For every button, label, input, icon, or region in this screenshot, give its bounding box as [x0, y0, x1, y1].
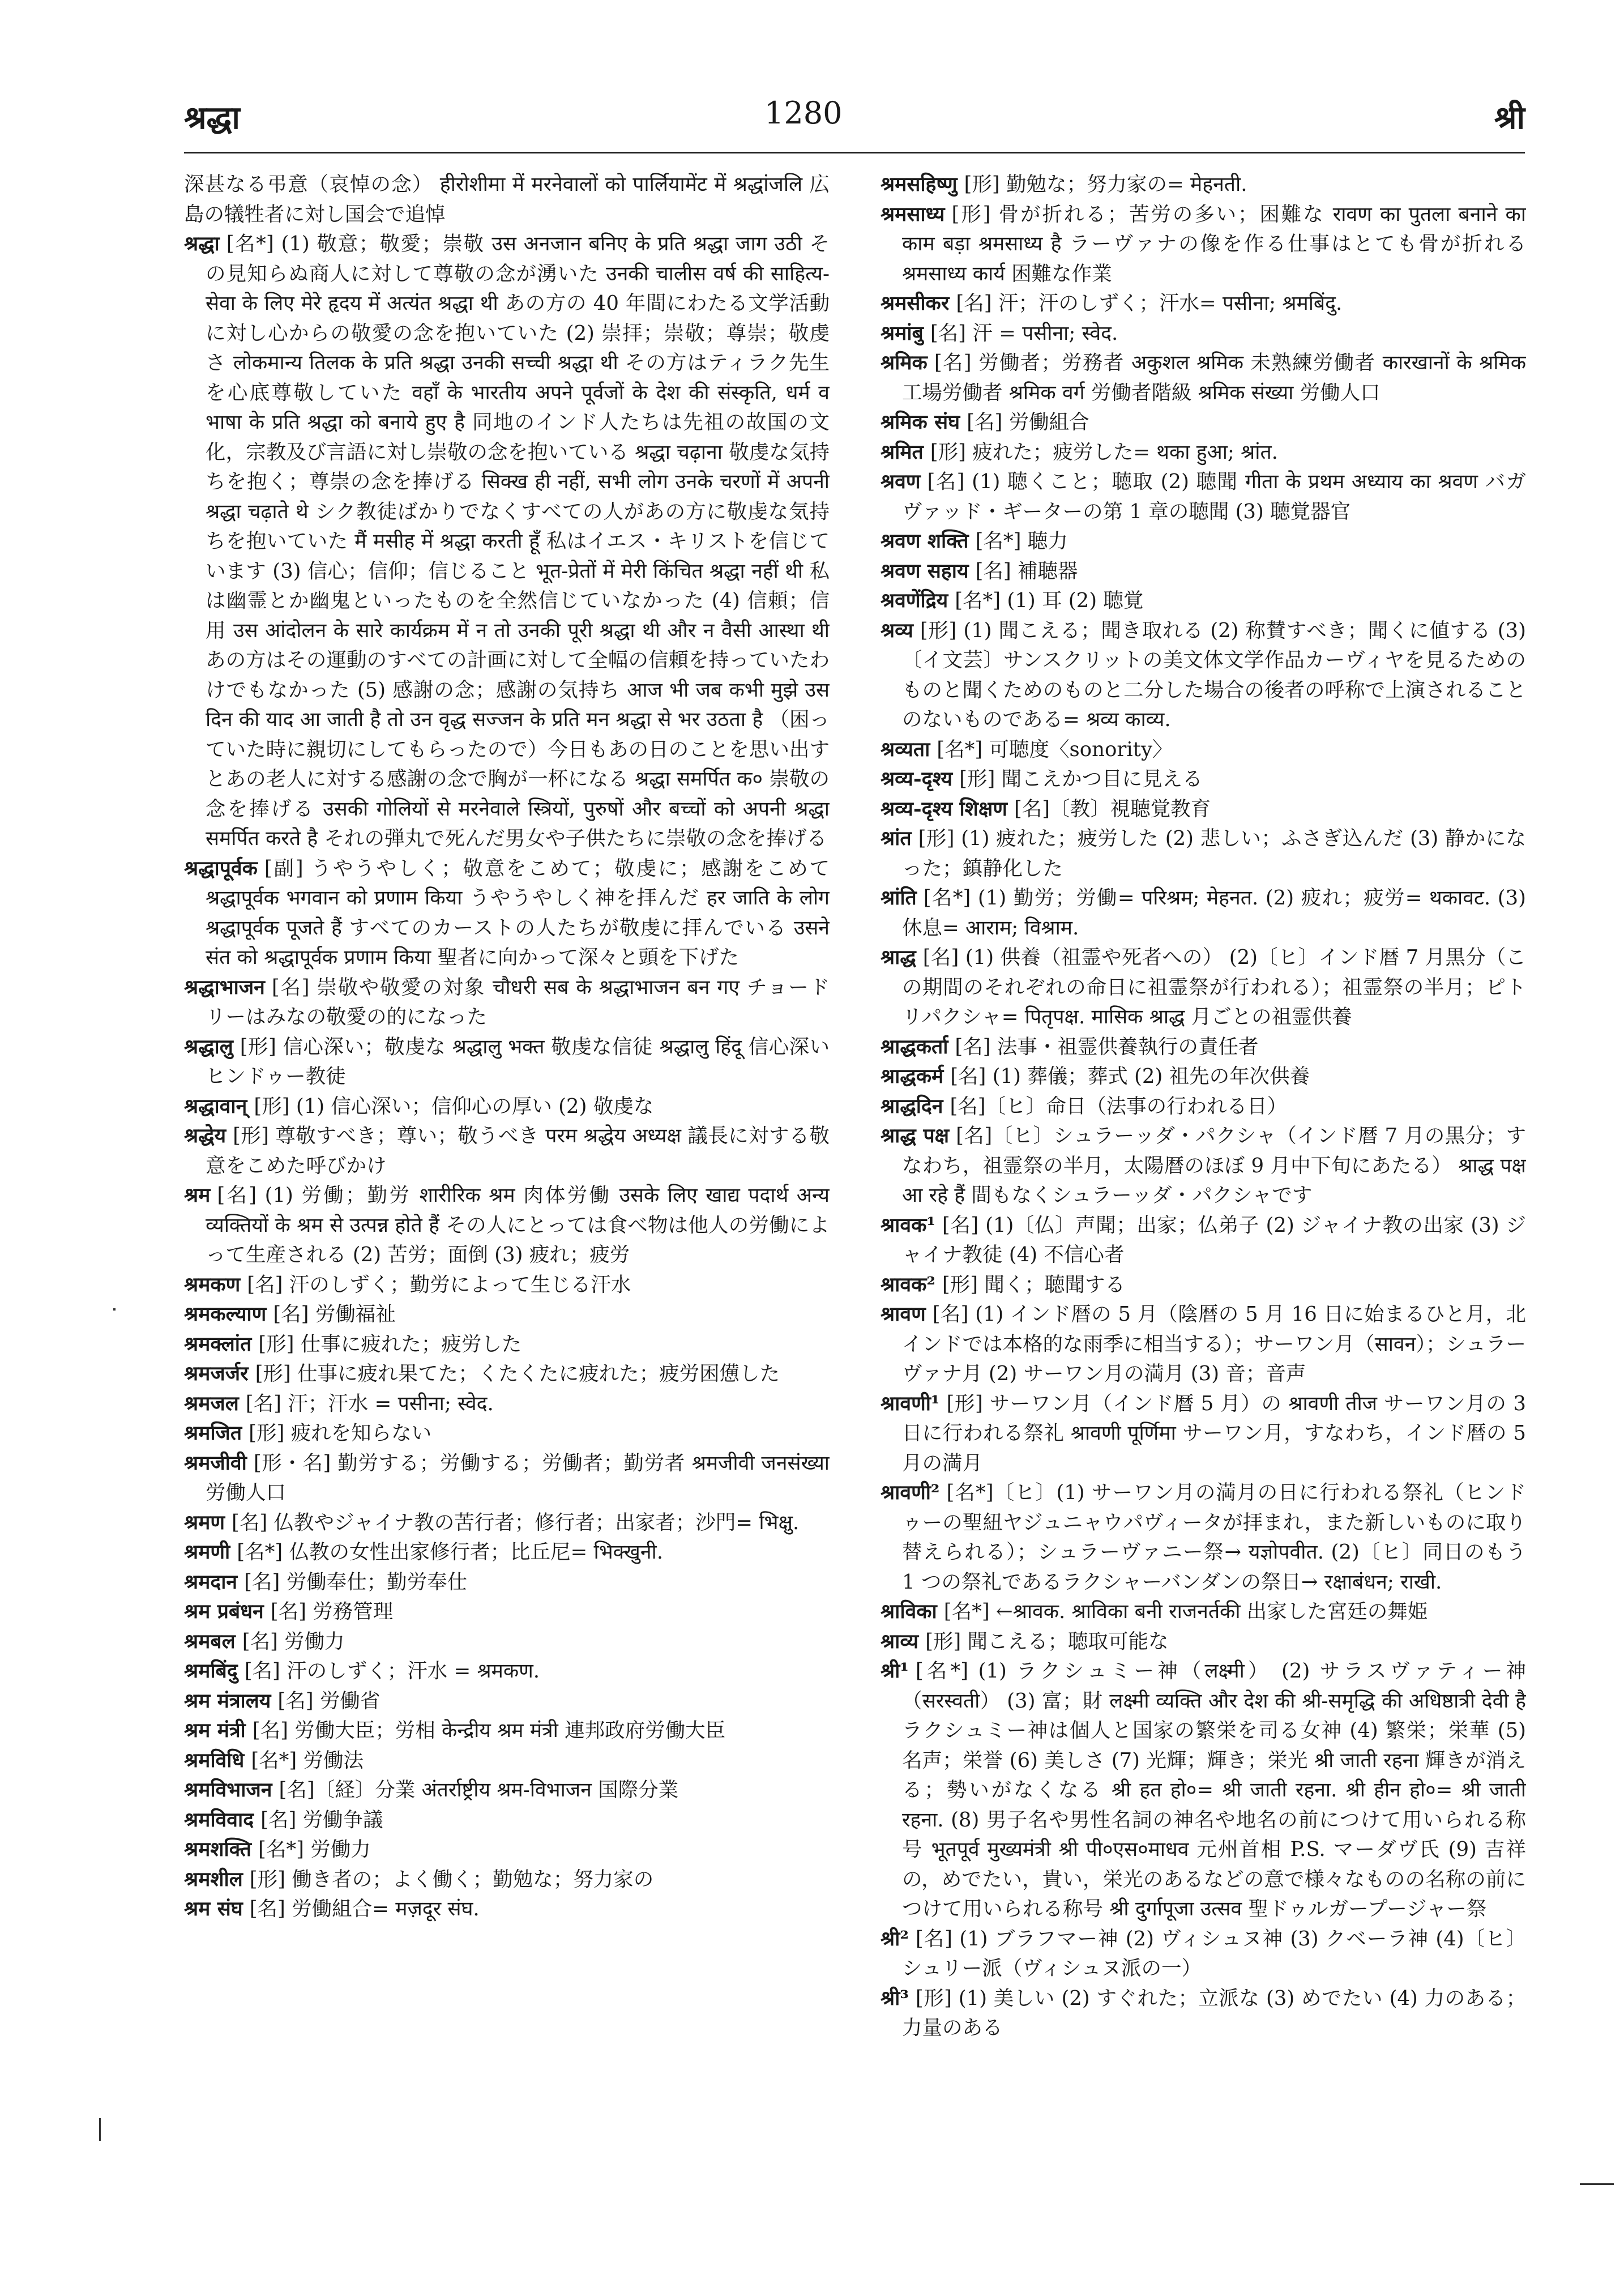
entry-headword: श्रवण — [881, 470, 921, 493]
entry-definition: [名*] 可聴度〈sonority〉 — [937, 737, 1173, 761]
entry-headword: श्रमजर्जर — [184, 1362, 249, 1385]
entry-headword: श्रमजल — [184, 1392, 239, 1415]
dictionary-entry — [184, 1032, 830, 1092]
entry-headword: श्रव्य-दृश्य — [881, 767, 953, 791]
entry-definition: [名] 汗；汗水 = पसीना; स्वेद. — [245, 1392, 494, 1415]
entry-definition: [名*] 労働力 — [258, 1838, 371, 1861]
entry-definition: [名] (1) インド暦の 5 月（陰暦の 5 月 16 日に始まるひと月，北インドでは本格的な雨季に相当する）；サーワン月（सावन）；シュラーヴァナ月 (2) サーワン月の満月 (3) 音；音声 — [902, 1303, 1526, 1385]
entry-definition: [名*] 労働法 — [251, 1748, 364, 1772]
right-column — [881, 170, 1526, 2203]
dictionary-entry — [881, 883, 1526, 943]
entry-headword: श्राद्धकर्ता — [881, 1035, 948, 1058]
dictionary-entry — [881, 1984, 1526, 2043]
dictionary-entry — [881, 1121, 1526, 1211]
dictionary-entry — [881, 289, 1526, 319]
entry-definition: [形] 働き者の；よく働く；勤勉な；努力家の — [249, 1867, 654, 1891]
dictionary-entry — [184, 1657, 830, 1687]
dictionary-entry — [184, 1894, 830, 1924]
entry-headword: श्रावक¹ — [881, 1213, 935, 1237]
dictionary-entry — [184, 973, 830, 1032]
entry-definition: [形] 信心深い；敬虔な श्रद्धालु भक्त 敬虔な信徒 श्रद्धालु हिंदू 信心深いヒンドゥー教徒 — [206, 1035, 830, 1088]
entry-headword: श्रमजित — [184, 1422, 242, 1445]
dictionary-entry — [184, 229, 830, 854]
entry-headword: श्रमबिंदु — [184, 1659, 238, 1683]
entry-definition: [形] 勤勉な；努力家の= मेहनती. — [964, 173, 1247, 196]
dictionary-entry — [881, 765, 1526, 795]
entry-headword: श्राद्ध पक्ष — [881, 1124, 950, 1147]
dictionary-entry — [881, 1657, 1526, 1924]
dictionary-entry — [881, 735, 1526, 765]
entry-definition: [名] 法事・祖霊供養執行の責任者 — [955, 1035, 1259, 1058]
entry-headword: श्रव्य — [881, 618, 913, 642]
entry-headword: श्रव्य-दृश्य शिक्षण — [881, 797, 1007, 821]
entry-headword: श्रमिक — [881, 351, 928, 374]
page-header — [0, 0, 1624, 170]
entry-headword: श्री³ — [881, 1986, 909, 2010]
dictionary-entry — [881, 1211, 1526, 1270]
entry-definition: [名]〔教〕視聴覚教育 — [1014, 797, 1211, 821]
entry-definition: [名] 崇敬や敬愛の対象 चौधरी सब के श्रद्धाभाजन बन गए チョードリーはみなの敬愛の的になった — [206, 975, 830, 1028]
entry-headword: श्रमशील — [184, 1867, 243, 1891]
entry-definition: [形] 尊敬すべき；尊い；敬うべき परम श्रद्धेय अध्यक्ष 議長に対する敬意をこめた呼びかけ — [206, 1124, 830, 1177]
entry-definition: [名*] (1) ラクシュミー神（लक्ष्मी） (2) サラスヴァティー神（सरस्वती） (3) 富；財 लक्ष्मी व्यक्ति और देश की श्री-समृद्धि की अधिष्ठात्री देवी है ラクシュミー神は個人と国家の繁栄を司る女神 (4) 繁栄；栄華 (5) 名声；栄誉 (6) 美しさ (7) 光輝；輝き；栄光 श्री जाती रहना 輝きが消える；勢いがなくなる श्री हत हो०= श्री जाती रहना. श्री हीन हो०= श्री जाती रहना. (8) 男子名や男性名詞の神名や地名の前につけて用いられる称号 भूतपूर्व मुख्यमंत्री श्री पी०एस०माधव 元州首相 P.S. マーダヴ氏 (9) 吉祥の，めでたい，貴い，栄光のあるなどの意で様々なものの名称の前につけて用いられる称号 श्री दुर्गापूजा उत्सव 聖ドゥルガープージャー祭 — [902, 1659, 1526, 1920]
entry-definition: [形] 聞こえかつ目に見える — [959, 767, 1203, 791]
entry-headword: श्रमविधि — [184, 1748, 245, 1772]
dictionary-entry — [881, 438, 1526, 468]
dictionary-entry — [881, 586, 1526, 616]
dictionary-entry — [881, 795, 1526, 825]
entry-definition: [名*] 聴力 — [975, 530, 1068, 553]
entry-definition: [名] 労働奉仕；勤労奉仕 — [244, 1570, 468, 1594]
entry-definition: [形] 骨が折れる；苦労の多い；困難な रावण का पुतला बनाने का काम बड़ा श्रमसाध्य है ラーヴァナの像を作る仕事はとても骨が折れる श्रमसाध्य कार्य 困難な作業 — [902, 202, 1526, 285]
dictionary-entry — [184, 1687, 830, 1717]
entry-headword: श्राव्य — [881, 1629, 919, 1653]
entry-headword: श्रावण — [881, 1303, 926, 1326]
dictionary-entry — [881, 1627, 1526, 1657]
entry-headword: श्रमसाध्य — [881, 202, 945, 226]
entry-definition: [形] サーワン月（インド暦 5 月）の श्रावणी तीज サーワン月の 3 日に行われる祭礼 श्रावणी पूर्णिमा サーワン月，すなわち，インド暦の 5 月の満月 — [902, 1392, 1526, 1475]
dictionary-entry — [184, 1716, 830, 1746]
entry-headword: श्रमशक्ति — [184, 1838, 251, 1861]
entry-headword: श्रमदान — [184, 1570, 238, 1594]
entry-headword: श्रद्धालु — [184, 1035, 233, 1058]
entry-definition: [名] (1) ブラフマー神 (2) ヴィシュヌ神 (3) クベーラ神 (4)〔ヒ〕シュリー派（ヴィシュヌ派の一） — [902, 1927, 1526, 1980]
dictionary-entry — [184, 1568, 830, 1598]
entry-headword: श्रद्धाभाजन — [184, 975, 265, 999]
entry-definition: 深甚なる弔意（哀悼の念） हीरोशीमा में मरनेवालों को पार्लियामेंट में श्रद्धांजलि 広島の犠牲者に対し国会で追悼 — [184, 173, 830, 226]
entry-headword: श्रमजीवी — [184, 1451, 247, 1475]
entry-definition: [名] 労働福祉 — [273, 1303, 396, 1326]
entry-definition: [名] 仏教やジャイナ教の苦行者；修行者；出家者；沙門= भिक्षु. — [232, 1510, 800, 1534]
entry-definition: [名] (1) 労働；勤労 शारीरिक श्रम 肉体労働 उसके लिए खाद्य पदार्थ अन्य व्यक्तियों के श्रम से उत्पन्न होते हैं その人にとっては食べ物は他人の労働によって生産される (2) 苦労；面倒 (3) 疲れ；疲労 — [206, 1184, 830, 1266]
scan-mark — [113, 1308, 116, 1311]
dictionary-entry — [184, 1121, 830, 1181]
entry-headword: श्रवणेंद्रिय — [881, 589, 948, 612]
left-column — [184, 170, 830, 2203]
entry-headword: श्रावक² — [881, 1273, 935, 1296]
entry-headword: श्रांति — [881, 886, 917, 910]
dictionary-entry — [184, 1419, 830, 1449]
entry-definition: [名*]〔ヒ〕(1) サーワン月の満月の日に行われる祭礼（ヒンドゥーの聖紐ヤジュニャウパヴィータが拝まれ，また新しいものに取り替えられる）；シュラーヴァニー祭→ यज्ञोपवीत. (2)〔ヒ〕同日のもう 1 つの祭礼であるラクシャーバンダンの祭日→ रक्षाबंधन; राखी. — [902, 1481, 1526, 1594]
dictionary-entry — [184, 1389, 830, 1419]
dictionary-entry — [881, 1597, 1526, 1627]
scan-mark — [1580, 2183, 1614, 2185]
entry-headword: श्रद्धावान् — [184, 1094, 247, 1118]
dictionary-entry — [184, 1181, 830, 1270]
entry-definition: [形] 疲れを知らない — [249, 1422, 432, 1445]
entry-headword: श्रम प्रबंधन — [184, 1600, 264, 1623]
entry-headword: श्रवण सहाय — [881, 559, 969, 583]
entry-definition: [名*] ←श्रावक. श्राविका बनी राजनर्तकी 出家した宮廷の舞姫 — [943, 1600, 1428, 1623]
entry-headword: श्रांत — [881, 827, 912, 850]
entry-headword: श्रमण — [184, 1510, 225, 1534]
entry-headword: श्रमसीकर — [881, 292, 950, 315]
dictionary-entry — [184, 1300, 830, 1330]
entry-definition: [形] (1) 聞こえる；聞き取れる (2) 称賛すべき；聞くに値する (3)〔イ文芸〕サンスクリットの美文体文学作品カーヴィヤを見るためのものと聞くためのものと二分した場合の後者の呼称で上演されることのないものである= श्रव्य काव्य. — [902, 618, 1526, 731]
entry-headword: श्री¹ — [881, 1659, 909, 1683]
entry-headword: श्रमक्लांत — [184, 1332, 252, 1356]
dictionary-entry — [184, 1508, 830, 1538]
entry-definition: [名] (1) 供養（祖霊や死者への） (2)〔ヒ〕インド暦 7 月黒分（この期間のそれぞれの命日に祖霊祭が行われる）；祖霊祭の半月；ピトリパクシャ= पितृपक्ष. मासिक श्राद्ध 月ごとの祖霊供養 — [902, 946, 1526, 1028]
entry-definition: [名] 汗；汗のしずく；汗水= पसीना; श्रमबिंदु. — [956, 292, 1343, 315]
scan-mark — [99, 2118, 101, 2141]
dictionary-entry — [184, 1835, 830, 1865]
left-running-headword: श्रद्धा — [184, 99, 240, 136]
entry-headword: श्रावणी² — [881, 1481, 940, 1504]
entry-definition: [名] 労働争議 — [260, 1808, 383, 1832]
dictionary-entry — [184, 1597, 830, 1627]
dictionary-entry — [184, 1775, 830, 1806]
entry-headword: श्राविका — [881, 1600, 937, 1623]
entry-definition: [形] 疲れた；疲労した= थका हुआ; श्रांत. — [930, 440, 1278, 464]
dictionary-entry — [881, 824, 1526, 883]
dictionary-entry — [881, 1300, 1526, 1389]
entry-definition: [名] 労働組合 — [967, 411, 1089, 434]
entry-definition: [名] 労働者；労務者 अकुशल श्रमिक 未熟練労働者 कारखानों के श्रमिक 工場労働者 श्रमिक वर्ग 労働者階級 श्रमिक संख्या 労働人口 — [902, 351, 1526, 404]
entry-headword: श्रम मंत्री — [184, 1719, 246, 1742]
entry-headword: श्रमिक संघ — [881, 411, 960, 434]
dictionary-entry — [184, 1627, 830, 1657]
dictionary-entry — [881, 1092, 1526, 1122]
entry-definition: [名] (1) 葬儀；葬式 (2) 祖先の年次供養 — [950, 1065, 1310, 1088]
entry-headword: श्रमविभाजन — [184, 1778, 272, 1802]
entry-headword: श्रम — [184, 1184, 211, 1207]
dictionary-entry — [881, 408, 1526, 438]
entry-headword: श्रद्धापूर्वक — [184, 856, 258, 880]
entry-definition: [名] 労務管理 — [270, 1600, 394, 1623]
page-number: 1280 — [764, 95, 843, 131]
entry-headword: श्रमविवाद — [184, 1808, 254, 1832]
dictionary-entry — [184, 1270, 830, 1300]
entry-headword: श्रमकण — [184, 1273, 241, 1296]
entry-headword: श्रमसहिष्णु — [881, 173, 958, 196]
dictionary-entry — [881, 1270, 1526, 1300]
entry-headword: श्राद्धदिन — [881, 1094, 943, 1118]
dictionary-entry — [881, 467, 1526, 527]
dictionary-entry — [184, 854, 830, 973]
dictionary-entry — [184, 1806, 830, 1836]
dictionary-entry — [881, 1924, 1526, 1984]
dictionary-entry — [881, 616, 1526, 735]
entry-definition: [形] 仕事に疲れた；疲労した — [258, 1332, 522, 1356]
entry-headword: श्राद्धकर्म — [881, 1065, 944, 1088]
dictionary-entry — [184, 1538, 830, 1568]
entry-definition: [名] 汗 = पसीना; स्वेद. — [930, 321, 1118, 345]
entry-definition: [名*] (1) 敬意；敬愛；崇敬 उस अनजान बनिए के प्रति श्रद्धा जाग उठी その見知らぬ商人に対して尊敬の念が湧いた उनकी चालीस वर्ष की साहित्य-सेवा के लिए मेरे हृदय में अत्यंत श्रद्धा थी あの方の 40 年間にわたる文学活動に対し心からの敬愛の念を抱いていた (2) 崇拝；崇敬；尊崇；敬虔さ लोकमान्य तिलक के प्रति श्रद्धा उनकी सच्ची श्रद्धा थी その方はティラク先生を心底尊敬していた वहाँ के भारतीय अपने पूर्वजों के देश की संस्कृति, धर्म व भाषा के प्रति श्रद्धा को बनाये हुए है 同地のインド人たちは先祖の故国の文化，宗教及び言語に対し崇敬の念を抱いている श्रद्धा चढ़ाना 敬虔な気持ちを抱く；尊崇の念を捧げる सिक्ख ही नहीं, सभी लोग उनके चरणों में अपनी श्रद्धा चढ़ाते थे シク教徒ばかりでなくすべての人があの方に敬虔な気持ちを抱いていた मैं मसीह में श्रद्धा करती हूँ 私はイエス・キリストを信じています (3) 信心；信仰；信じること भूत-प्रेतों में मेरी किंचित श्रद्धा नहीं थी 私は幽霊とか幽鬼といったものを全然信じていなかった (4) 信頼；信用 उस आंदोलन के सारे कार्यक्रम में न तो उनकी पूरी श्रद्धा थी और न वैसी आस्था थी あの方はその運動のすべての計画に対して全幅の信頼を持っていたわけでもなかった (5) 感謝の念；感謝の気持ち आज भी जब कभी मुझे उस दिन की याद आ जाती है तो उन वृद्ध सज्जन के प्रति मन श्रद्धा से भर उठता है （困っていた時に親切にしてもらったので）今日もあの日のことを思い出すとあの老人に対する感謝の念で胸が一杯になる श्रद्धा समर्पित क० 崇敬の念を捧げる उसकी गोलियों से मरनेवाले स्त्रियों, पुरुषों और बच्चों को अपनी श्रद्धा समर्पित करते है それの弾丸で死んだ男女や子供たちに崇敬の念を捧げる — [206, 232, 830, 850]
entry-definition: [名] 労働組合= मज़दूर संघ. — [249, 1897, 480, 1920]
entry-definition: [副] うやうやしく；敬意をこめて；敬虔に；感謝をこめて श्रद्धापूर्वक भगवान को प्रणाम किया うやうやしく神を拝んだ हर जाति के लोग श्रद्धापूर्वक पूजते हैं すべてのカーストの人たちが敬虔に拝んでいる उसने संत को श्रद्धापूर्वक प्रणाम किया 聖者に向かって深々と頭を下げた — [206, 856, 830, 969]
entry-headword: श्रावणी¹ — [881, 1392, 940, 1415]
entry-headword: श्री² — [881, 1927, 909, 1950]
dictionary-entry — [184, 1865, 830, 1895]
entry-definition: [形・名] 勤労する；労働する；労働者；勤労者 श्रमजीवी जनसंख्या 労働人口 — [206, 1451, 830, 1504]
dictionary-entry — [881, 200, 1526, 289]
entry-definition: [名] 労働力 — [242, 1629, 345, 1653]
dictionary-entry — [881, 319, 1526, 349]
dictionary-entry — [881, 1062, 1526, 1092]
entry-definition: [名]〔ヒ〕命日（法事の行われる日） — [950, 1094, 1288, 1118]
entry-headword: श्रमकल्याण — [184, 1303, 267, 1326]
dictionary-entry — [184, 1449, 830, 1508]
entry-definition: [形] (1) 疲れた；疲労した (2) 悲しい；ふさぎ込んだ (3) 静かになった；鎮静化した — [902, 827, 1526, 880]
entry-definition: [名] 労働省 — [277, 1689, 381, 1713]
header-rule — [184, 152, 1525, 153]
entry-definition: [名] 汗のしずく；勤労によって生じる汗水 — [247, 1273, 631, 1296]
dictionary-entry — [184, 1092, 830, 1122]
entry-headword: श्रम संघ — [184, 1897, 243, 1920]
entry-headword: श्रद्धा — [184, 232, 220, 255]
entry-headword: श्रव्यता — [881, 737, 930, 761]
entry-headword: श्रम मंत्रालय — [184, 1689, 271, 1713]
dictionary-entry — [881, 1032, 1526, 1062]
dictionary-entry — [881, 1389, 1526, 1479]
entry-headword: श्रमांबु — [881, 321, 924, 345]
dictionary-entry — [184, 1330, 830, 1360]
entry-definition: [名] 汗のしずく；汗水 = श्रमकण. — [244, 1659, 540, 1683]
dictionary-entry — [184, 1359, 830, 1389]
dictionary-entry — [881, 527, 1526, 557]
dictionary-entry — [184, 170, 830, 229]
entry-headword: श्राद्ध — [881, 946, 916, 969]
entry-headword: श्रद्धेय — [184, 1124, 226, 1147]
entry-headword: श्रमित — [881, 440, 924, 464]
entry-definition: [名*] 仏教の女性出家修行者；比丘尼= भिक्खुनी. — [237, 1540, 664, 1564]
entry-definition: [名] (1)〔仏〕声聞；出家；仏弟子 (2) ジャイナ教の出家 (3) ジャイナ教徒 (4) 不信心者 — [902, 1213, 1526, 1266]
entry-definition: [形] 聞く；聴聞する — [942, 1273, 1125, 1296]
entry-definition: [形] (1) 美しい (2) すぐれた；立派な (3) めでたい (4) 力のある；力量のある — [902, 1986, 1526, 2039]
entry-definition: [名*] (1) 勤労；労働= परिश्रम; मेहनत. (2) 疲れ；疲労= थकावट. (3) 休息= आराम; विश्राम. — [902, 886, 1526, 940]
entry-definition: [形] 聞こえる；聴取可能な — [925, 1629, 1169, 1653]
dictionary-entry — [184, 1746, 830, 1776]
right-running-headword: श्री — [1494, 99, 1525, 136]
dictionary-entry — [881, 1478, 1526, 1597]
entry-headword: श्रमबल — [184, 1629, 236, 1653]
dictionary-entry — [881, 557, 1526, 587]
dictionary-entry — [881, 348, 1526, 408]
entry-definition: [名] 労働大臣；労相 केन्द्रीय श्रम मंत्री 連邦政府労働大臣 — [252, 1719, 726, 1742]
entry-headword: श्रवण शक्ति — [881, 530, 969, 553]
entry-definition: [形] (1) 信心深い；信仰心の厚い (2) 敬虔な — [254, 1094, 654, 1118]
entry-definition: [名] 補聴器 — [975, 559, 1078, 583]
dictionary-entry — [881, 170, 1526, 200]
entry-definition: [名] (1) 聴くこと；聴取 (2) 聴聞 गीता के प्रथम अध्याय का श्रवण バガヴァッド・ギーターの第 1 章の聴聞 (3) 聴覚器官 — [902, 470, 1526, 523]
entry-definition: [名]〔経〕分業 अंतर्राष्ट्रीय श्रम-विभाजन 国際分業 — [279, 1778, 679, 1802]
entry-headword: श्रमणी — [184, 1540, 230, 1564]
entry-definition: [形] 仕事に疲れ果てた；くたくたに疲れた；疲労困憊した — [255, 1362, 780, 1385]
dictionary-entry — [881, 943, 1526, 1032]
entry-definition: [名*] (1) 耳 (2) 聴覚 — [955, 589, 1144, 612]
entry-definition: [名]〔ヒ〕シュラーッダ・パクシャ（インド暦 7 月の黒分；すなわち，祖霊祭の半月，太陽暦のほぼ 9 月中下旬にあたる） श्राद्ध पक्ष आ रहे हैं 間もなくシュラーッダ・パクシャです — [902, 1124, 1526, 1207]
